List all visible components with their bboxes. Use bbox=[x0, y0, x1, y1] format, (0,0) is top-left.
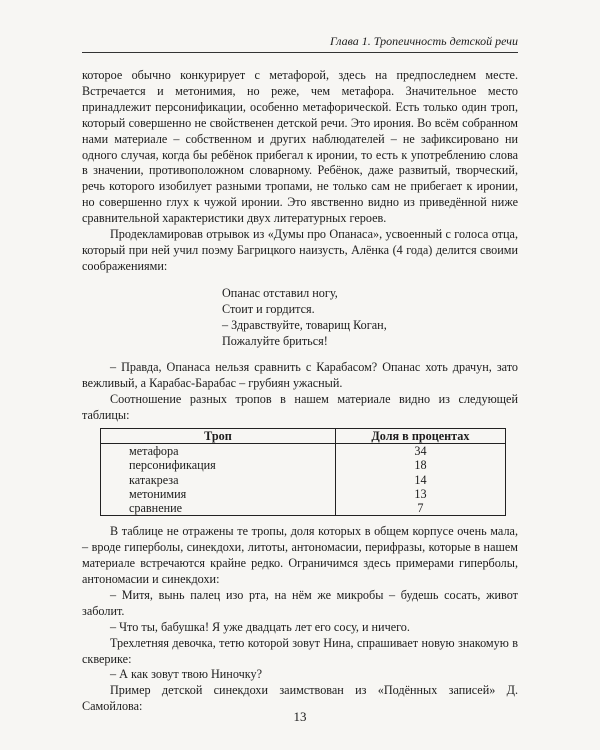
table-row bbox=[101, 444, 506, 459]
poem-line: Стоит и гордится. bbox=[222, 301, 315, 316]
table-row bbox=[101, 487, 506, 501]
table-row bbox=[101, 501, 506, 516]
tropes-table bbox=[100, 428, 506, 516]
trope-name: катакреза bbox=[101, 473, 336, 487]
poem-line: Опанас отставил ногу, bbox=[222, 285, 338, 300]
table-row bbox=[101, 458, 506, 472]
trope-percent: 34 bbox=[335, 444, 505, 459]
body-text bbox=[82, 68, 518, 715]
paragraph: которое обычно конкурирует с метафорой, здесь на предпоследнем месте. Встречается и метонимия, но реже, чем метафора. Значительное место принадлежит персонификации, особенно метафорической. Есть только один троп, который совершенно не свойственен детской речи. Это ирония. Во всём собранном нами материале – собственном и других наблюдателей – не зафиксировано ни одного случая, когда бы ребёнок прибегал к иронии, то есть к употреблению слова в значении, противоположном словарному. Ребёнок, даже развитый, творческий, речь которого изобилует разными тропами, не только сам не прибегает к иронии, но совершенно глух к чужой иронии. Это явственно видно из приведённой ниже сравнительной характеристики двух литературных героев. bbox=[82, 68, 518, 226]
poem-line: – Здравствуйте, товарищ Коган, bbox=[222, 317, 387, 332]
table-header-row bbox=[101, 429, 506, 444]
poem-quote bbox=[222, 286, 518, 350]
paragraph: Трехлетняя девочка, тетю которой зовут Нина, спрашивает новую знакомую в скверике: bbox=[82, 635, 518, 666]
paragraph: В таблице не отражены те тропы, доля которых в общем корпусе очень мала, – вроде гиперболы, синекдохи, литоты, антономасии, перифразы, которые в нашем материале встречаются крайне редко. Ограничимся здесь примерами гиперболы, антономасии и синекдохи: bbox=[82, 524, 518, 586]
running-head: Глава 1. Тропеичность детской речи bbox=[82, 34, 518, 53]
paragraph: – А как зовут твою Ниночку? bbox=[110, 667, 262, 682]
trope-percent: 18 bbox=[335, 458, 505, 472]
column-header: Троп bbox=[101, 429, 336, 444]
trope-name: метафора bbox=[101, 444, 336, 459]
trope-percent: 13 bbox=[335, 487, 505, 501]
paragraph: – Митя, вынь палец изо рта, на нём же микробы – будешь сосать, живот заболит. bbox=[82, 587, 518, 618]
paragraph: Продекламировав отрывок из «Думы про Опанаса», усвоенный с голоса отца, который при ней учил поэму Багрицкого наизусть, Алёнка (4 года) делится своими соображениями: bbox=[82, 227, 518, 273]
poem-line: Пожалуйте бриться! bbox=[222, 333, 328, 348]
trope-percent: 7 bbox=[335, 501, 505, 516]
table-row bbox=[101, 473, 506, 487]
trope-name: метонимия bbox=[101, 487, 336, 501]
trope-name: персонификация bbox=[101, 458, 336, 472]
paragraph: – Что ты, бабушка! Я уже двадцать лет его сосу, и ничего. bbox=[110, 619, 410, 634]
trope-name: сравнение bbox=[101, 501, 336, 516]
paragraph: – Правда, Опанаса нельзя сравнить с Карабасом? Опанас хоть драчун, зато вежливый, а Карабас-Барабас – грубиян ужасный. bbox=[82, 360, 518, 391]
trope-percent: 14 bbox=[335, 473, 505, 487]
column-header: Доля в процентах bbox=[335, 429, 505, 444]
paragraph: Пример детской синекдохи заимствован из «Подённых записей» Д. Самойлова: bbox=[82, 683, 518, 714]
paragraph: Соотношение разных тропов в нашем материале видно из следующей таблицы: bbox=[82, 392, 518, 423]
page-number: 13 bbox=[293, 709, 307, 724]
